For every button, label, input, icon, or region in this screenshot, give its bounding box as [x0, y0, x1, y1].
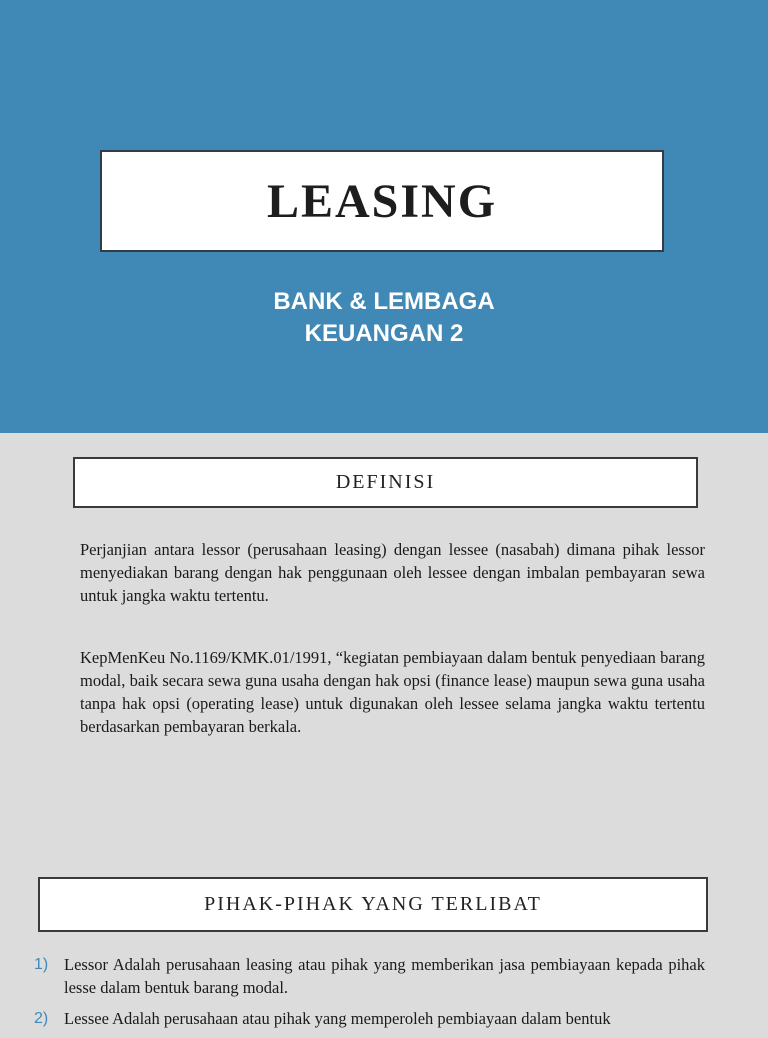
list-item [30, 1007, 705, 1030]
slide-subtitle [0, 286, 768, 350]
definition-paragraph-2: KepMenKeu No.1169/KMK.01/1991, “kegiatan pembiayaan dalam bentuk penyediaan barang modal, baik secara sewa guna usaha dengan hak opsi (finance lease) maupun sewa guna usaha tanpa hak opsi (operating lease) untuk digunakan oleh lessee selama jangka waktu tertentu berdasarkan pembayaran berkala. [80, 648, 705, 736]
pihak-heading: PIHAK-PIHAK YANG TERLIBAT [204, 893, 542, 915]
title-slide [0, 0, 768, 433]
pihak-heading-box [38, 877, 708, 932]
parties-list [30, 953, 705, 1038]
definition-paragraph-1: Perjanjian antara lessor (perusahaan leasing) dengan lessee (nasabah) dimana pihak lessor menyediakan barang dengan hak penggunaan oleh lessee dengan imbalan pembayaran sewa untuk jangka waktu tertentu. [80, 540, 705, 605]
definisi-heading-box [73, 457, 698, 508]
list-item-number: 2) [34, 1010, 49, 1027]
slide-title: LEASING [266, 174, 498, 228]
subtitle-line-1: BANK & LEMBAGA [273, 288, 495, 315]
title-box [100, 150, 664, 252]
list-item-number: 1) [34, 956, 49, 973]
list-item [30, 953, 705, 999]
definisi-heading: DEFINISI [335, 471, 436, 493]
subtitle-line-2: KEUANGAN 2 [304, 320, 464, 347]
list-item-text: Lessee Adalah perusahaan atau pihak yang memperoleh pembiayaan dalam bentuk [64, 1009, 611, 1028]
definition-slide [0, 433, 768, 1028]
list-item-text: Lessor Adalah perusahaan leasing atau pihak yang memberikan jasa pembiayaan kepada pihak lesse dalam bentuk barang modal. [64, 955, 705, 997]
